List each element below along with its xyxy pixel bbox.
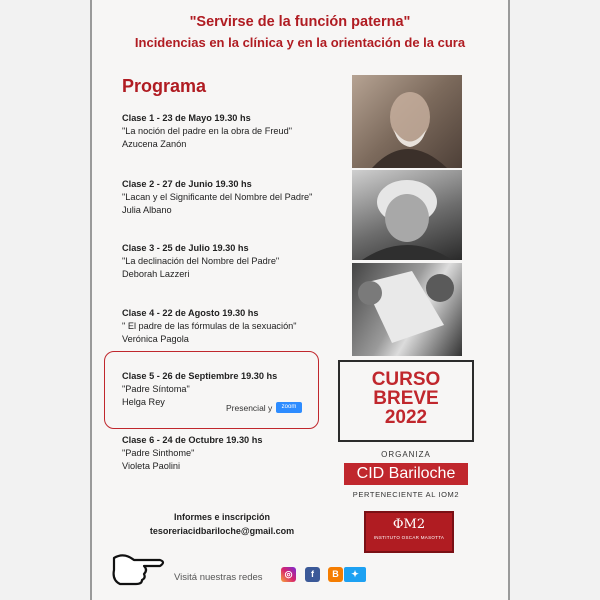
cid-bariloche-logo: CID Bariloche [344, 463, 468, 485]
clase-title: " El padre de las fórmulas de la sexuación" [122, 321, 297, 331]
clase-speaker: Helga Rey [122, 397, 165, 407]
clase-speaker: Julia Albano [122, 205, 172, 215]
breve-line: BREVE [373, 388, 439, 409]
collage-photo [352, 263, 462, 356]
clase-speaker: Deborah Lazzeri [122, 269, 190, 279]
clase-date: Clase 3 - 25 de Julio 19.30 hs [122, 243, 249, 253]
clase-date: Clase 4 - 22 de Agosto 19.30 hs [122, 308, 259, 318]
year-line: 2022 [384, 407, 428, 428]
clase-title: "La declinación del Nombre del Padre" [122, 256, 280, 266]
event-poster [90, 0, 510, 600]
clase-title: "La noción del padre en la obra de Freud" [122, 126, 292, 136]
clase-date: Clase 5 - 26 de Septiembre 19.30 hs [122, 371, 278, 381]
contact-email[interactable]: tesoreriacidbariloche@gmail.com [149, 526, 295, 536]
facebook-icon[interactable]: f [305, 567, 320, 582]
informes-label: Informes e inscripción [173, 512, 271, 522]
curso-line: CURSO [371, 369, 441, 390]
clase-speaker: Violeta Paolini [122, 461, 181, 471]
clase-1 [122, 112, 342, 151]
clase-date: Clase 6 - 24 de Octubre 19.30 hs [122, 435, 263, 445]
clase-6 [122, 434, 342, 473]
zoom-logo: zoom [276, 402, 302, 413]
poster-subtitle: Incidencias en la clínica y en la orientación de la cura [134, 35, 466, 50]
iom-logo [364, 511, 454, 553]
perteneciente-label: PERTENECIENTE AL IOM2 [352, 490, 460, 499]
pointing-hand-icon [110, 548, 168, 588]
clase-speaker: Verónica Pagola [122, 334, 189, 344]
programa-heading: Programa [122, 76, 207, 96]
clase-date: Clase 1 - 23 de Mayo 19.30 hs [122, 113, 251, 123]
redes-label: Visitá nuestras redes [174, 572, 263, 583]
clase-title: "Padre Sinthome" [122, 448, 195, 458]
blogger-icon[interactable]: B [328, 567, 343, 582]
curso-breve-badge [338, 360, 474, 442]
portrait-photo-lacan [352, 170, 462, 260]
clase-title: "Padre Síntoma" [122, 384, 190, 394]
clase-3 [122, 242, 342, 281]
iom-name: INSTITUTO OSCAR MASOTTA [373, 535, 445, 540]
informes-block [122, 510, 322, 538]
clase-date: Clase 2 - 27 de Junio 19.30 hs [122, 179, 252, 189]
clase-title: "Lacan y el Significante del Nombre del Padre" [122, 192, 313, 202]
instagram-icon[interactable]: ◎ [281, 567, 296, 582]
clase-4 [122, 307, 342, 346]
clase-2 [122, 178, 342, 217]
poster-title: "Servirse de la función paterna" [189, 14, 411, 30]
clase-speaker: Azucena Zanón [122, 139, 187, 149]
twitter-icon[interactable]: ✦ [344, 567, 366, 582]
iom-symbol: ΦM2 [392, 517, 426, 532]
organiza-label: ORGANIZA [381, 450, 431, 459]
portrait-photo-freud [352, 75, 462, 168]
presencial-label: Presencial y [226, 403, 273, 413]
